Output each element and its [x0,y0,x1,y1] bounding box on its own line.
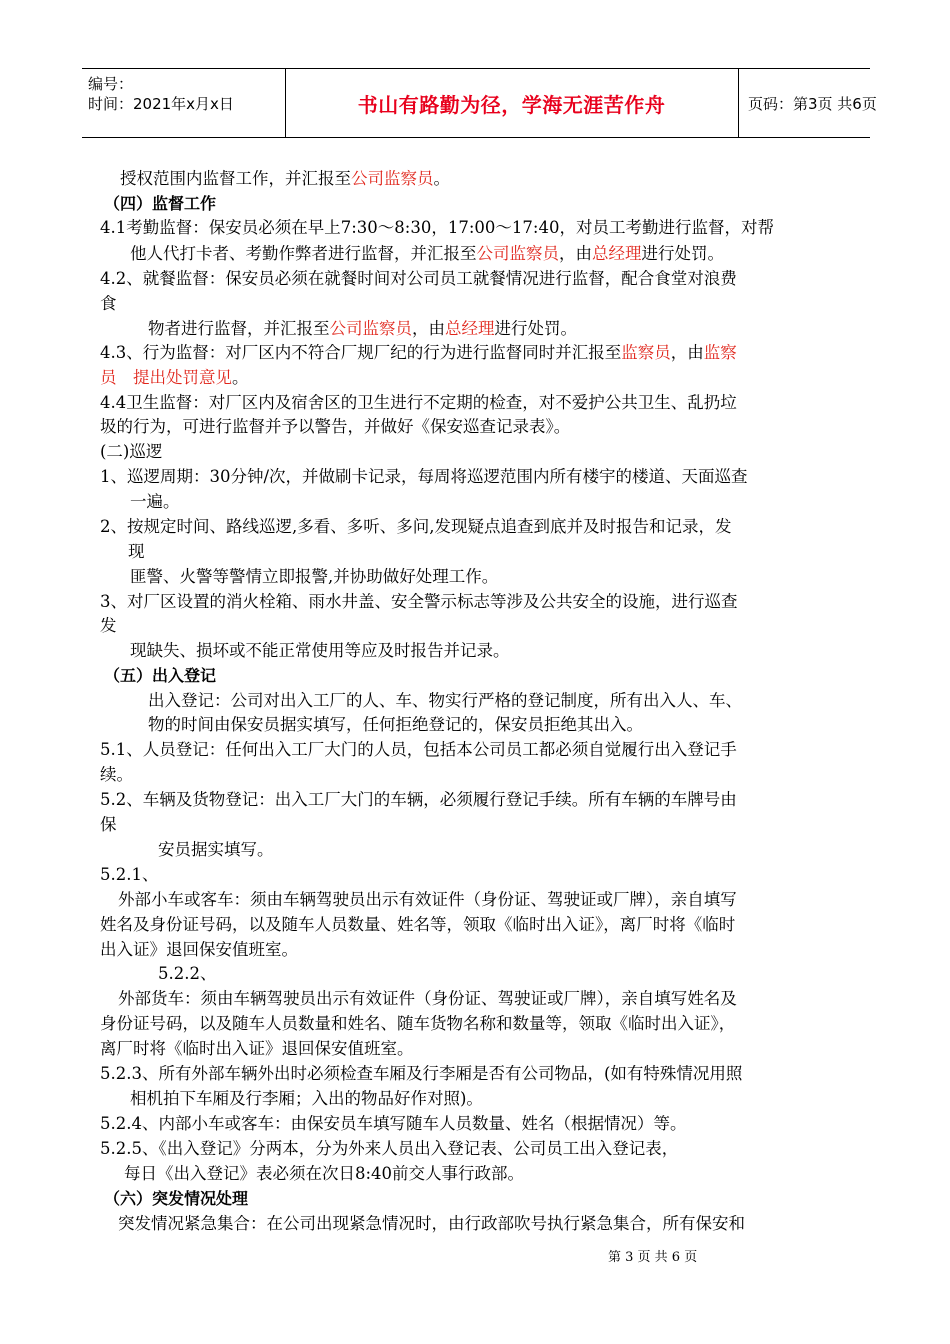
header-page-info: 页码：第3页 共6页 [748,94,877,113]
document-date-label: 时间：2021年x月x日 [88,95,234,113]
highlighted-term: 公司监察员 [329,319,412,338]
text-line [100,293,117,315]
text-segment: （五）出入登记 [104,666,217,685]
text-line [100,416,570,438]
text-line [100,217,774,239]
text-line [100,1038,414,1060]
section-heading [104,665,216,687]
text-segment: 4.3、行为监督：对厂区内不符合厂规厂纪的行为进行监督同时并汇报至 [100,343,622,362]
text-segment: 5.2.3、所有外部车辆外出时必须检查车厢及行李厢是否有公司物品，(如有特殊情况用照 [100,1064,743,1083]
text-segment: 5.2.5、《出入登记》分两本，分为外来人员出入登记表、公司员工出入登记表， [100,1139,679,1158]
text-line [100,1113,686,1135]
text-segment: 每日《出入登记》表必须在次日8:40前交人事行政部。 [124,1164,525,1183]
highlighted-term: 公司监察员 [351,169,434,188]
text-segment: 进行处罚。 [494,319,577,338]
text-line [158,963,216,985]
text-segment: 5.2.2、 [158,964,217,983]
text-segment: 一遍。 [130,492,180,511]
text-line [100,814,117,836]
text-segment: 授权范围内监督工作，并汇报至 [120,169,351,188]
text-line [130,566,498,588]
text-line [158,839,274,861]
text-line [100,342,737,364]
highlighted-term: 总经理 [592,244,642,263]
text-segment: （四）监督工作 [104,194,217,213]
text-segment: 3、对厂区设置的消火栓箱、雨水井盖、安全警示标志等涉及公共安全的设施，进行巡查 [100,592,738,611]
text-line [130,1088,483,1110]
text-segment: 续。 [100,765,133,784]
text-segment: 离厂时将《临时出入证》退回保安值班室。 [100,1039,414,1058]
text-segment: 外部小车或客车：须由车辆驾驶员出示有效证件（身份证、驾驶证或厂牌），亲自填写 [118,890,737,909]
text-line [100,367,249,389]
highlighted-term: 公司监察员 [476,244,559,263]
section-heading [104,1188,248,1210]
text-segment: (二)巡逻 [100,442,163,461]
text-line [130,640,510,662]
text-line [124,1163,524,1185]
text-segment: 物的时间由保安员据实填写，任何拒绝登记的，保安员拒绝其出入。 [148,715,643,734]
text-segment: 现缺失、损坏或不能正常使用等应及时报告并记录。 [130,641,510,660]
text-segment: 进行处罚。 [641,244,724,263]
text-segment: 姓名及身份证号码，以及随车人员数量、姓名等，领取《临时出入证》，离厂时将《临时 [100,915,736,934]
section-heading [104,193,216,215]
text-segment: 身份证号码，以及随车人员数量和姓名、随车货物名称和数量等，领取《临时出入证》， [100,1014,736,1033]
text-line [130,491,180,513]
highlighted-term: 员 提出处罚意见 [100,368,232,387]
text-segment: 2、按规定时间、路线巡逻,多看、多听、多问,发现疑点追查到底并及时报告和记录，发 [100,517,732,536]
text-line [148,318,577,340]
text-segment: 安员据实填写。 [158,840,274,859]
text-segment: 食 [100,294,117,313]
page-header [82,68,877,138]
text-segment: （六）突发情况处理 [104,1189,249,1208]
text-line [100,441,162,463]
text-line [100,1138,678,1160]
text-line [100,789,737,811]
text-line [118,1213,745,1235]
text-line [100,1013,735,1035]
text-segment: 现 [128,542,145,561]
text-line [100,864,158,886]
highlighted-term: 监察 [703,343,737,362]
text-line [128,541,145,563]
text-line [100,764,133,786]
text-line [120,168,450,190]
text-line [100,1063,742,1085]
text-segment: 4.4卫生监督：对厂区内及宿舍区的卫生进行不定期的检查，对不爱护公共卫生、乱扔垃 [100,393,737,412]
text-line [118,988,737,1010]
text-segment: 保 [100,815,117,834]
text-segment: ，由 [412,319,445,338]
text-line [100,914,735,936]
text-line [100,466,748,488]
header-motto-cell [285,69,739,137]
text-line [148,690,742,712]
text-segment: 发 [100,616,117,635]
text-line [148,714,643,736]
text-segment: 他人代打卡者、考勤作弊者进行监督，并汇报至 [130,244,477,263]
highlighted-term: 总经理 [445,319,495,338]
text-segment: 外部货车：须由车辆驾驶员出示有效证件（身份证、驾驶证或厂牌），亲自填写姓名及 [118,989,737,1008]
text-segment: 5.2、车辆及货物登记：出入工厂大门的车辆，必须履行登记手续。所有车辆的车牌号由 [100,790,737,809]
text-segment: 4.2、就餐监督：保安员必须在就餐时间对公司员工就餐情况进行监督，配合食堂对浪费 [100,269,737,288]
highlighted-term: 监察员 [621,343,671,362]
page-footer: 第 3 页 共 6 页 [608,1250,698,1265]
text-segment: 5.2.4、内部小车或客车：由保安员车填写随车人员数量、姓名（根据情况）等。 [100,1114,687,1133]
text-segment: ，由 [670,343,704,362]
text-segment: 。 [232,368,249,387]
text-segment: 4.1考勤监督：保安员必须在早上7:30～8:30，17:00～17:40，对员工考勤进行监督，对帮 [100,218,774,237]
text-line [100,392,737,414]
text-line [100,615,117,637]
text-segment: 物者进行监督，并汇报至 [148,319,330,338]
header-page-cell [738,69,877,137]
text-segment: 匪警、火警等警情立即报警,并协助做好处理工作。 [130,567,499,586]
header-motto: 书山有路勤为径，学海无涯苦作舟 [357,92,666,117]
text-segment: 1、巡逻周期：30分钟/次，并做刷卡记录，每周将巡逻范围内所有楼宇的楼道、天面巡查 [100,467,748,486]
text-segment: 突发情况紧急集合：在公司出现紧急情况时，由行政部吹号执行紧急集合，所有保安和 [118,1214,745,1233]
text-segment: 出入证》退回保安值班室。 [100,940,298,959]
document-number-label: 编号： [88,75,134,93]
text-segment: 圾的行为，可进行监督并予以警告，并做好《保安巡查记录表》。 [100,417,571,436]
text-line [100,939,298,961]
text-segment: 5.2.1、 [100,865,159,884]
text-line [100,516,732,538]
text-segment: ，由 [559,244,592,263]
text-segment: 出入登记：公司对出入工厂的人、车、物实行严格的登记制度，所有出入人、车、 [148,691,742,710]
text-line [100,268,737,290]
text-line [100,739,737,761]
text-line [118,889,737,911]
text-line [130,243,724,265]
text-segment: 。 [433,169,450,188]
text-segment: 5.1、人员登记：任何出入工厂大门的人员，包括本公司员工都必须自觉履行出入登记手 [100,740,737,759]
text-line [100,591,738,613]
header-info-cell [82,69,286,137]
text-segment: 相机拍下车厢及行李厢；入出的物品好作对照)。 [130,1089,483,1108]
